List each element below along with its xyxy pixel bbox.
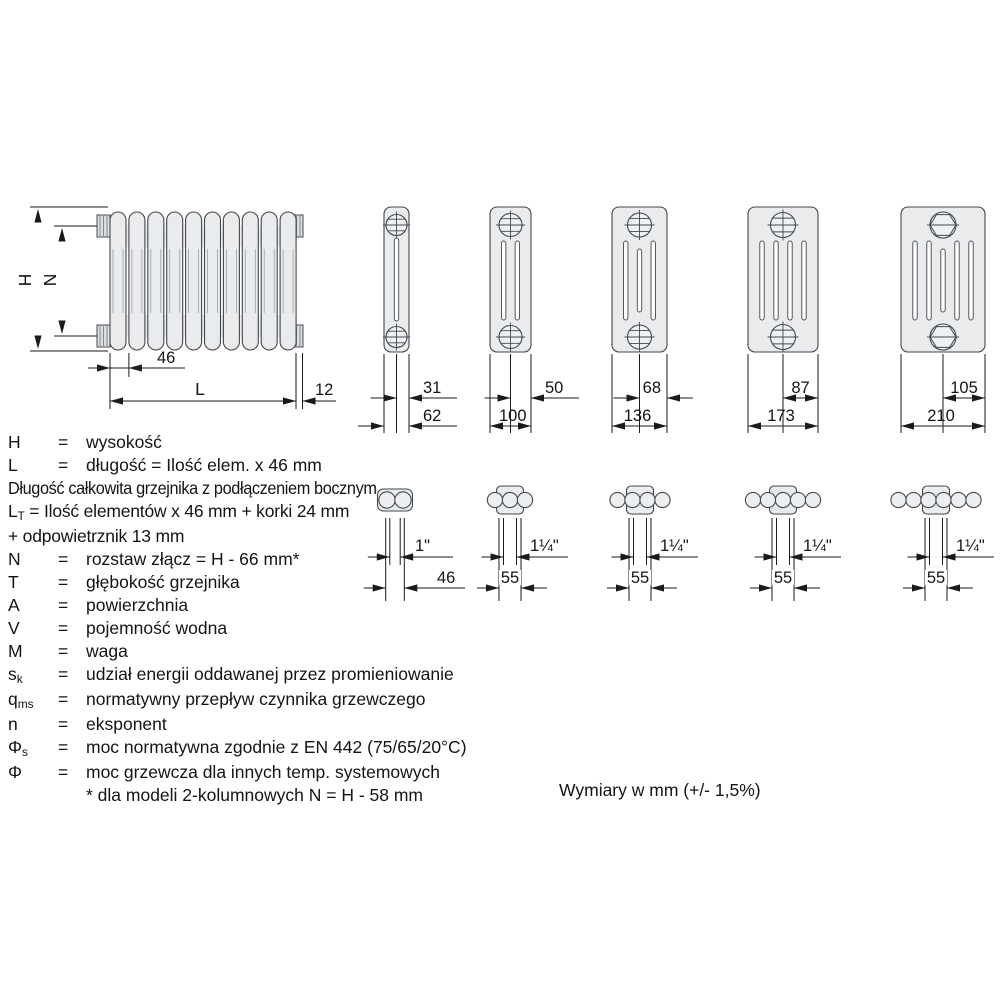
column-circle — [610, 492, 625, 507]
dim-arrow — [943, 553, 956, 560]
legend-symbol: A — [8, 595, 20, 615]
legend-desc: udział energii oddawanej przez promieniowanie — [86, 664, 454, 684]
dim-arrow — [794, 584, 807, 591]
dim-label-half-depth: 87 — [791, 379, 810, 397]
dim-label-thread: 1¼" — [530, 537, 559, 555]
dim-arrow — [901, 422, 914, 429]
dim-arrow — [947, 584, 960, 591]
dim-arrow — [790, 553, 803, 560]
legend-row — [8, 525, 568, 548]
top-view-6-col — [891, 486, 994, 601]
dim-label-length: L — [195, 379, 205, 399]
legend-symbol: V — [8, 618, 20, 638]
legend-row — [8, 548, 568, 571]
legend-row — [8, 571, 568, 594]
column-circle — [891, 492, 906, 507]
legend-paragraph: + odpowietrznik 13 mm — [8, 526, 185, 546]
dim-arrow — [805, 422, 818, 429]
dim-label-pitch: 55 — [630, 569, 650, 587]
dim-arrow — [972, 422, 985, 429]
legend-desc: moc grzewcza dla innych temp. systemowych — [86, 762, 441, 782]
legend-desc: głębokość grzejnika — [86, 572, 240, 592]
air-gap-slot — [927, 241, 931, 320]
dim-label-depth: 136 — [623, 407, 652, 425]
legend-symbol: $s_k$ — [8, 664, 23, 686]
legend-desc: waga — [86, 641, 128, 661]
dim-label-spacing: N — [40, 273, 60, 287]
column-circle — [951, 492, 966, 507]
legend-desc: normatywny przepływ czynnika grzewczego — [86, 689, 426, 709]
legend-row — [8, 688, 568, 713]
dim-arrow — [651, 584, 664, 591]
legend-row — [8, 594, 568, 617]
legend-equals: = — [58, 737, 69, 757]
legend-row — [8, 431, 568, 454]
top-view-5-col — [745, 486, 841, 601]
legend-row — [8, 736, 568, 761]
air-gap-slot — [788, 241, 792, 320]
dim-label-end: 12 — [315, 381, 334, 399]
legend-symbol: M — [8, 641, 23, 661]
legend-symbol: n — [8, 714, 18, 734]
column-circle — [805, 492, 820, 507]
dim-label-half-depth: 68 — [642, 379, 661, 397]
dim-arrow — [384, 394, 397, 401]
legend — [8, 431, 568, 807]
air-gap-slot — [624, 241, 628, 320]
column-circle — [640, 492, 655, 507]
air-gap-slot — [913, 241, 917, 320]
cross-sections — [358, 207, 985, 433]
radiator-element — [242, 212, 258, 350]
top-view-4-col — [607, 486, 698, 601]
column-circle — [790, 492, 805, 507]
column-circle — [655, 492, 670, 507]
legend-desc: moc normatywna zgodnie z EN 442 (75/65/20°C) — [86, 737, 467, 757]
legend-symbol: T — [8, 572, 19, 592]
legend-row — [8, 617, 568, 640]
dim-arrow — [647, 553, 660, 560]
cross-section-4-col — [612, 207, 693, 433]
dim-label-pitch: 55 — [500, 569, 520, 587]
legend-desc: wysokość — [86, 432, 162, 452]
air-gap-slot — [955, 241, 959, 320]
radiator-element — [110, 212, 126, 350]
legend-symbol: H — [8, 432, 21, 452]
cross-section-2-col — [358, 207, 457, 433]
legend-symbol: $L_T$ — [8, 501, 25, 523]
dim-arrow — [748, 422, 761, 429]
legend-equals: = — [58, 664, 69, 684]
dim-label-depth: 100 — [499, 407, 527, 425]
dim-line — [384, 354, 409, 433]
dim-label-thread: 1¼" — [803, 537, 832, 555]
legend-desc: eksponent — [86, 714, 167, 734]
legend-row — [8, 713, 568, 736]
dim-label-thread: 1¼" — [660, 537, 689, 555]
units-note: Wymiary w mm (+/- 1,5%) — [559, 780, 761, 800]
legend-desc: rozstaw złącz = H - 66 mm* — [86, 549, 300, 569]
column-circle — [745, 492, 760, 507]
legend-footnote: * dla modeli 2-kolumnowych N = H - 58 mm — [86, 785, 423, 805]
dim-arrow — [616, 584, 629, 591]
radiator-element — [205, 212, 221, 350]
connection-boss — [97, 215, 110, 237]
column-circle — [936, 492, 951, 507]
air-gap-slot — [760, 241, 764, 320]
legend-equals: = — [58, 549, 69, 569]
radiator-element — [148, 212, 164, 350]
dim-line — [925, 518, 947, 601]
dim-arrow — [759, 584, 772, 591]
dim-arrow — [409, 394, 422, 401]
dim-line — [772, 518, 794, 601]
air-gap-slot — [774, 241, 778, 320]
dim-label-half-depth: 105 — [950, 379, 978, 397]
column-circle — [906, 492, 921, 507]
dim-label-pitch: 55 — [926, 569, 946, 587]
dim-arrow — [621, 553, 634, 560]
legend-desc: powierzchnia — [86, 595, 189, 615]
legend-desc: pojemność wodna — [86, 618, 228, 638]
radiator-element — [186, 212, 202, 350]
legend-paragraph: = Ilość elementów x 46 mm + korki 24 mm — [24, 501, 350, 521]
dim-arrow — [371, 422, 384, 429]
dim-label-half-depth: 50 — [545, 379, 564, 397]
dim-label-depth: 210 — [927, 407, 955, 425]
legend-row — [8, 784, 568, 807]
air-gap-slot — [501, 241, 505, 320]
dim-line — [629, 518, 651, 601]
dim-arrow — [627, 394, 640, 401]
dim-arrow — [654, 422, 667, 429]
air-gap-slot — [394, 238, 398, 321]
legend-symbol: N — [8, 549, 21, 569]
column-circle — [625, 492, 640, 507]
legend-row — [8, 640, 568, 663]
column-circle — [921, 492, 936, 507]
dim-label-pitch: 55 — [773, 569, 793, 587]
column-circle — [760, 492, 775, 507]
legend-equals: = — [58, 572, 69, 592]
dim-label-height: H — [15, 273, 35, 287]
air-gap-slot — [802, 241, 806, 320]
legend-equals: = — [58, 595, 69, 615]
legend-paragraph: Długość całkowita grzejnika z podłączeniem bocznym — [8, 478, 377, 498]
legend-equals: = — [58, 714, 69, 734]
dim-arrow — [764, 553, 777, 560]
cross-section-3-col — [485, 207, 580, 433]
column-circle — [966, 492, 981, 507]
legend-desc: długość = Ilość elem. x 46 mm — [86, 455, 322, 475]
dim-arrow — [667, 394, 680, 401]
radiator-element — [129, 212, 145, 350]
legend-equals: = — [58, 641, 69, 661]
legend-symbol: $q_{ms}$ — [8, 689, 34, 711]
dim-label-thread: 1¼" — [956, 537, 985, 555]
radiator-element — [280, 212, 296, 350]
radiator-element — [261, 212, 277, 350]
dim-arrow — [409, 422, 422, 429]
legend-symbol: Φ — [8, 762, 22, 782]
legend-equals: = — [58, 455, 69, 475]
legend-equals: = — [58, 689, 69, 709]
dim-label-half-depth: 31 — [423, 379, 442, 397]
radiator-element — [223, 212, 239, 350]
legend-row — [8, 454, 568, 477]
dim-arrow — [917, 553, 930, 560]
radiator-element — [167, 212, 183, 350]
legend-equals: = — [58, 762, 69, 782]
air-gap-slot — [515, 241, 519, 320]
dim-label-pitch: 46 — [437, 569, 456, 587]
legend-row — [8, 500, 568, 525]
legend-symbol: L — [8, 455, 18, 475]
air-gap-slot — [941, 249, 945, 312]
dim-label-thread: 1" — [415, 537, 431, 555]
cross-section-6-col — [901, 207, 985, 433]
dim-arrow — [531, 394, 544, 401]
legend-equals: = — [58, 618, 69, 638]
dim-arrow — [498, 394, 511, 401]
dim-label-depth: 62 — [423, 407, 442, 425]
cross-section-5-col — [748, 207, 818, 433]
legend-row — [8, 663, 568, 688]
air-gap-slot — [651, 241, 655, 320]
legend-row — [8, 761, 568, 784]
air-gap-slot — [637, 249, 641, 312]
legend-symbol: $\Phi_s$ — [8, 737, 28, 759]
column-circle — [775, 492, 790, 507]
legend-row — [8, 477, 568, 500]
air-gap-slot — [969, 241, 973, 320]
dim-label-depth: 173 — [767, 407, 795, 425]
legend-equals: = — [58, 432, 69, 452]
end-dim-arrow — [303, 397, 316, 404]
dim-label-pitch: 46 — [157, 349, 176, 367]
connection-boss — [97, 325, 110, 347]
dim-arrow — [912, 584, 925, 591]
radiator-front-view — [97, 212, 303, 350]
